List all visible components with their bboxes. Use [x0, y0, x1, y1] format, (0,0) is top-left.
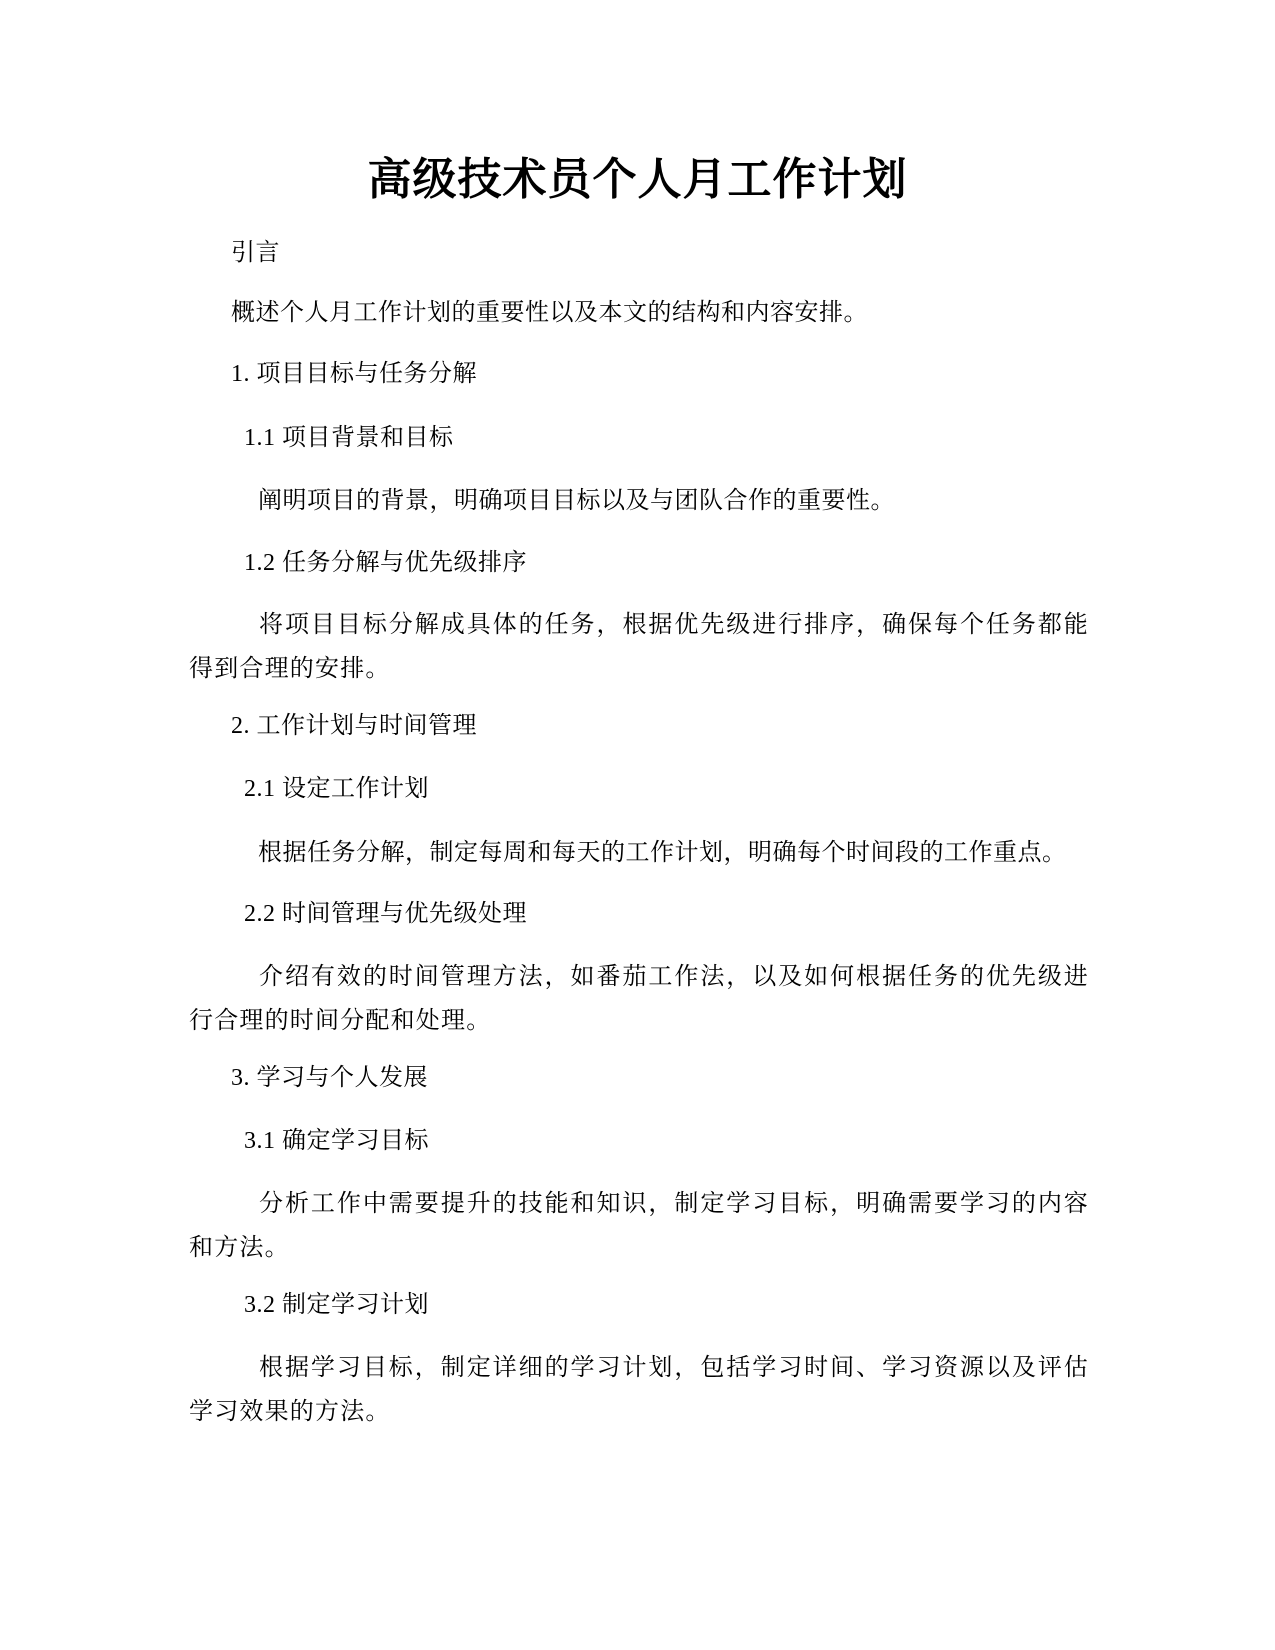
section-2-1-paragraph: 根据任务分解，制定每周和每天的工作计划，明确每个时间段的工作重点。 — [258, 840, 1067, 866]
section-2-heading: 2. 工作计划与时间管理 — [231, 713, 477, 739]
intro-heading: 引言 — [231, 240, 280, 266]
section-1-2-paragraph: 将项目目标分解成具体的任务，根据优先级进行排序，确保每个任务都能得到合理的安排。 — [189, 612, 1089, 682]
section-1-2-heading: 1.2 任务分解与优先级排序 — [244, 550, 527, 576]
section-2-1-heading: 2.1 设定工作计划 — [244, 776, 429, 802]
intro-paragraph: 概述个人月工作计划的重要性以及本文的结构和内容安排。 — [231, 300, 868, 326]
section-1-heading: 1. 项目目标与任务分解 — [231, 361, 477, 387]
document-title: 高级技术员个人月工作计划 — [367, 154, 908, 205]
section-3-heading: 3. 学习与个人发展 — [231, 1065, 428, 1091]
section-3-2-heading: 3.2 制定学习计划 — [244, 1292, 429, 1318]
section-3-2-paragraph: 根据学习目标，制定详细的学习计划，包括学习时间、学习资源以及评估学习效果的方法。 — [189, 1355, 1089, 1425]
section-2-2-paragraph: 介绍有效的时间管理方法，如番茄工作法，以及如何根据任务的优先级进行合理的时间分配和处理。 — [189, 964, 1089, 1034]
section-3-1-paragraph: 分析工作中需要提升的技能和知识，制定学习目标，明确需要学习的内容和方法。 — [189, 1191, 1089, 1261]
section-2-2-heading: 2.2 时间管理与优先级处理 — [244, 901, 527, 927]
section-1-1-heading: 1.1 项目背景和目标 — [244, 425, 454, 451]
section-3-1-heading: 3.1 确定学习目标 — [244, 1128, 429, 1154]
section-1-1-paragraph: 阐明项目的背景，明确项目目标以及与团队合作的重要性。 — [258, 488, 895, 514]
